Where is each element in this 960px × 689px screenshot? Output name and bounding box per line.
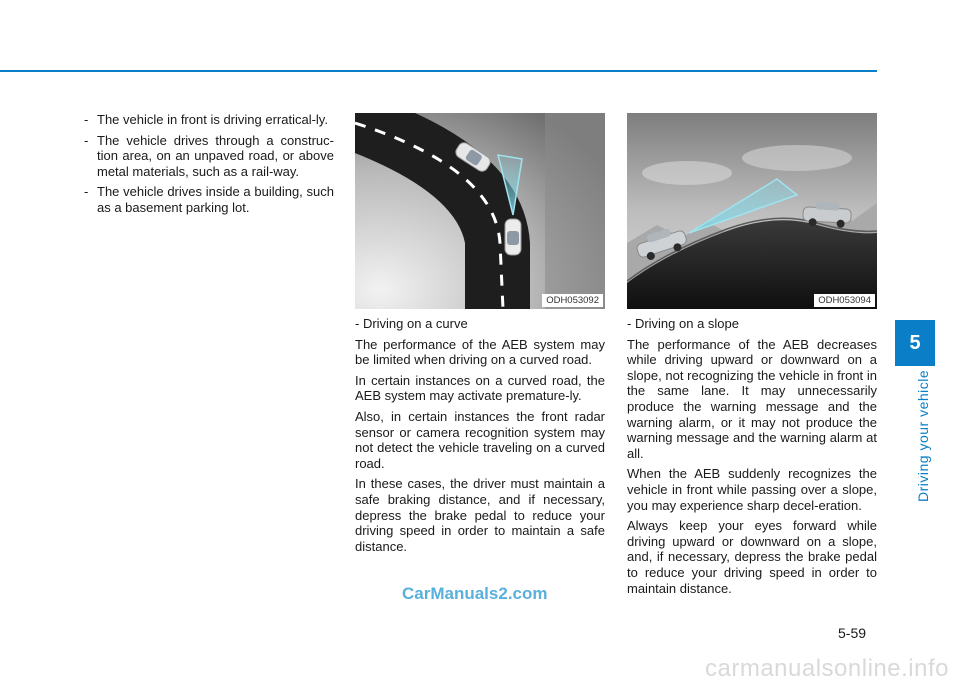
slope-illustration bbox=[627, 113, 877, 309]
footer-watermark: carmanualsonline.info bbox=[705, 655, 949, 682]
curve-road-image bbox=[355, 113, 605, 309]
curve-section bbox=[355, 316, 605, 559]
curve-caption: - Driving on a curve bbox=[355, 316, 468, 331]
condition-list bbox=[84, 112, 334, 216]
slope-section bbox=[627, 316, 877, 601]
left-column bbox=[84, 112, 334, 221]
slope-caption: - Driving on a slope bbox=[627, 316, 739, 331]
list-item: - The vehicle in front is driving erratical-ly. bbox=[84, 112, 334, 128]
paragraph: Also, in certain instances the front radar sensor or camera recognition system may not detect the vehicle traveling on a curved road. bbox=[355, 408, 605, 471]
chapter-title: Driving your vehicle bbox=[915, 369, 931, 502]
chapter-tab bbox=[895, 320, 935, 366]
page-number: 5-59 bbox=[838, 625, 867, 641]
curve-illustration bbox=[355, 113, 605, 309]
figure-code: ODH053092 bbox=[542, 294, 603, 307]
header-rule bbox=[0, 70, 877, 72]
slope-road-image bbox=[627, 113, 877, 309]
paragraph: The performance of the AEB decreases while driving upward or downward on a slope, not recognizing the vehicle in front in the same lane. It may unnecessarily produce the warning message and the warning alarm, or it may not produce the warning message and the warning alarm at all. bbox=[627, 336, 877, 461]
paragraph: When the AEB suddenly recognizes the vehicle in front while passing over a slope, you may experience sharp decel-eration. bbox=[627, 466, 877, 513]
paragraph: The performance of the AEB system may be limited when driving on a curved road. bbox=[355, 336, 605, 368]
paragraph: In certain instances on a curved road, the AEB system may activate premature-ly. bbox=[355, 372, 605, 404]
chapter-number: 5 bbox=[909, 331, 921, 354]
list-item: - The vehicle drives through a construc-tion area, on an unpaved road, or above metal materials, such as a rail-way. bbox=[84, 133, 334, 180]
site-watermark-link[interactable]: CarManuals2.com bbox=[402, 584, 548, 603]
figure-code: ODH053094 bbox=[814, 294, 875, 307]
paragraph: In these cases, the driver must maintain a safe braking distance, and if necessary, depress the brake pedal to reduce your driving speed in order to maintain a safe distance. bbox=[355, 476, 605, 554]
list-item: - The vehicle drives inside a building, such as a basement parking lot. bbox=[84, 184, 334, 215]
paragraph: Always keep your eyes forward while driving upward or downward on a slope, and, if necessary, depress the brake pedal to reduce your driving speed in order to maintain distance. bbox=[627, 518, 877, 596]
